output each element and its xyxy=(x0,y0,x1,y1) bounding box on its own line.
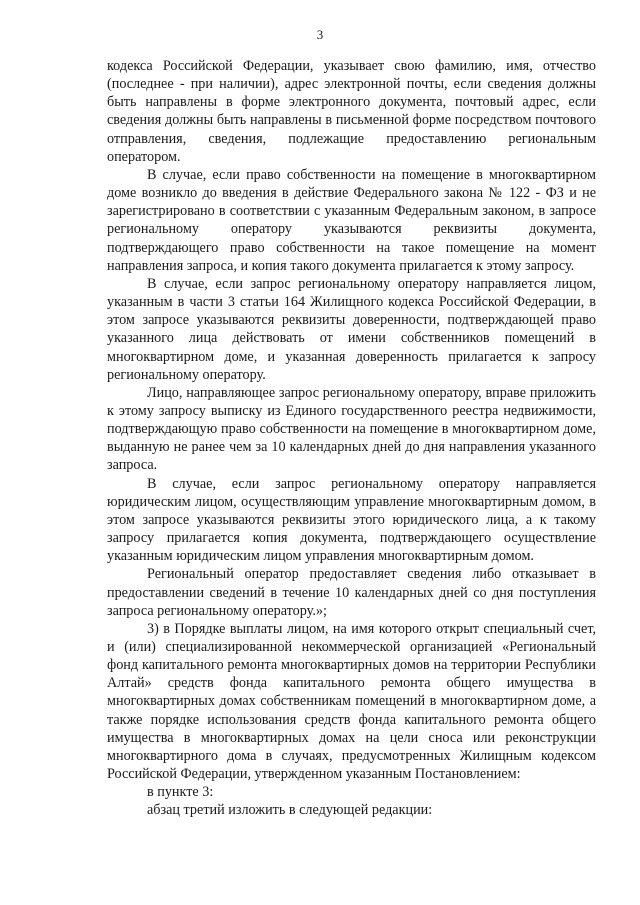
page-number: 3 xyxy=(316,27,324,42)
paragraph-item-3: 3) в Порядке выплаты лицом, на имя которого открыт специальный счет, и (или) специализированной некоммерческой организацией «Региональный фонд капитального ремонта многоквартирных домов на территории Республики Алтай» средств фонда капитального ремонта общего имущества в многоквартирных домах собственникам помещений в многоквартирном доме, а также порядке использования средств фонда капитального ремонта общего имущества в многоквартирных домах на цели сноса или реконструкции многоквартирного дома в случаях, предусмотренных Жилищным кодексом Российской Федерации, утвержденном указанным Постановлением: xyxy=(107,620,596,783)
document-body xyxy=(107,57,596,820)
paragraph-third-subparagraph: абзац третий изложить в следующей редакции: xyxy=(147,802,433,819)
paragraph-ownership-before-law: В случае, если право собственности на помещение в многоквартирном доме возникло до введения в действие Федерального закона № 122 - ФЗ и не зарегистрировано в соответствии с указанным Федеральным законом, в запросе региональному оператору указываются реквизиты документа, подтверждающего право собственности на такое помещение на момент направления запроса, и копия такого документа прилагается к этому запросу. xyxy=(107,166,596,274)
paragraph-power-of-attorney: В случае, если запрос региональному оператору направляется лицом, указанным в части 3 статьи 164 Жилищного кодекса Российской Федерации, в этом запросе указываются реквизиты доверенности, подтверждающей право указанного лица действовать от имени собственников помещений в многоквартирном доме, и указанная доверенность прилагается к запросу региональному оператору. xyxy=(107,275,596,383)
paragraph-registry-extract: Лицо, направляющее запрос региональному оператору, вправе приложить к этому запросу выписку из Единого государственного реестра недвижимости, подтверждающую право собственности на помещение в многоквартирном доме, выданную не ранее чем за 10 календарных дней до дня направления указанного запроса. xyxy=(107,384,596,474)
paragraph-in-point-3: в пункте 3: xyxy=(147,784,214,801)
paragraph-continuation: кодекса Российской Федерации, указывает свою фамилию, имя, отчество (последнее - при наличии), адрес электронной почты, если сведения должны быть направлены в форме электронного документа, почтовый адрес, если сведения должны быть направлены в письменной форме посредством почтового отправления, сведения, подлежащие предоставлению региональным оператором. xyxy=(107,58,596,165)
paragraph-response-deadline: Региональный оператор предоставляет сведения либо отказывает в предоставлении сведений в течение 10 календарных дней со дня поступления запроса региональному оператору.»; xyxy=(107,566,596,619)
paragraph-legal-entity: В случае, если запрос региональному оператору направляется юридическим лицом, осуществляющим управление многоквартирным домом, в этом запросе указываются реквизиты этого юридического лица, а к такому запросу прилагается копия документа, подтверждающего осуществление указанным юридическим лицом управления многоквартирным домом. xyxy=(107,475,596,565)
